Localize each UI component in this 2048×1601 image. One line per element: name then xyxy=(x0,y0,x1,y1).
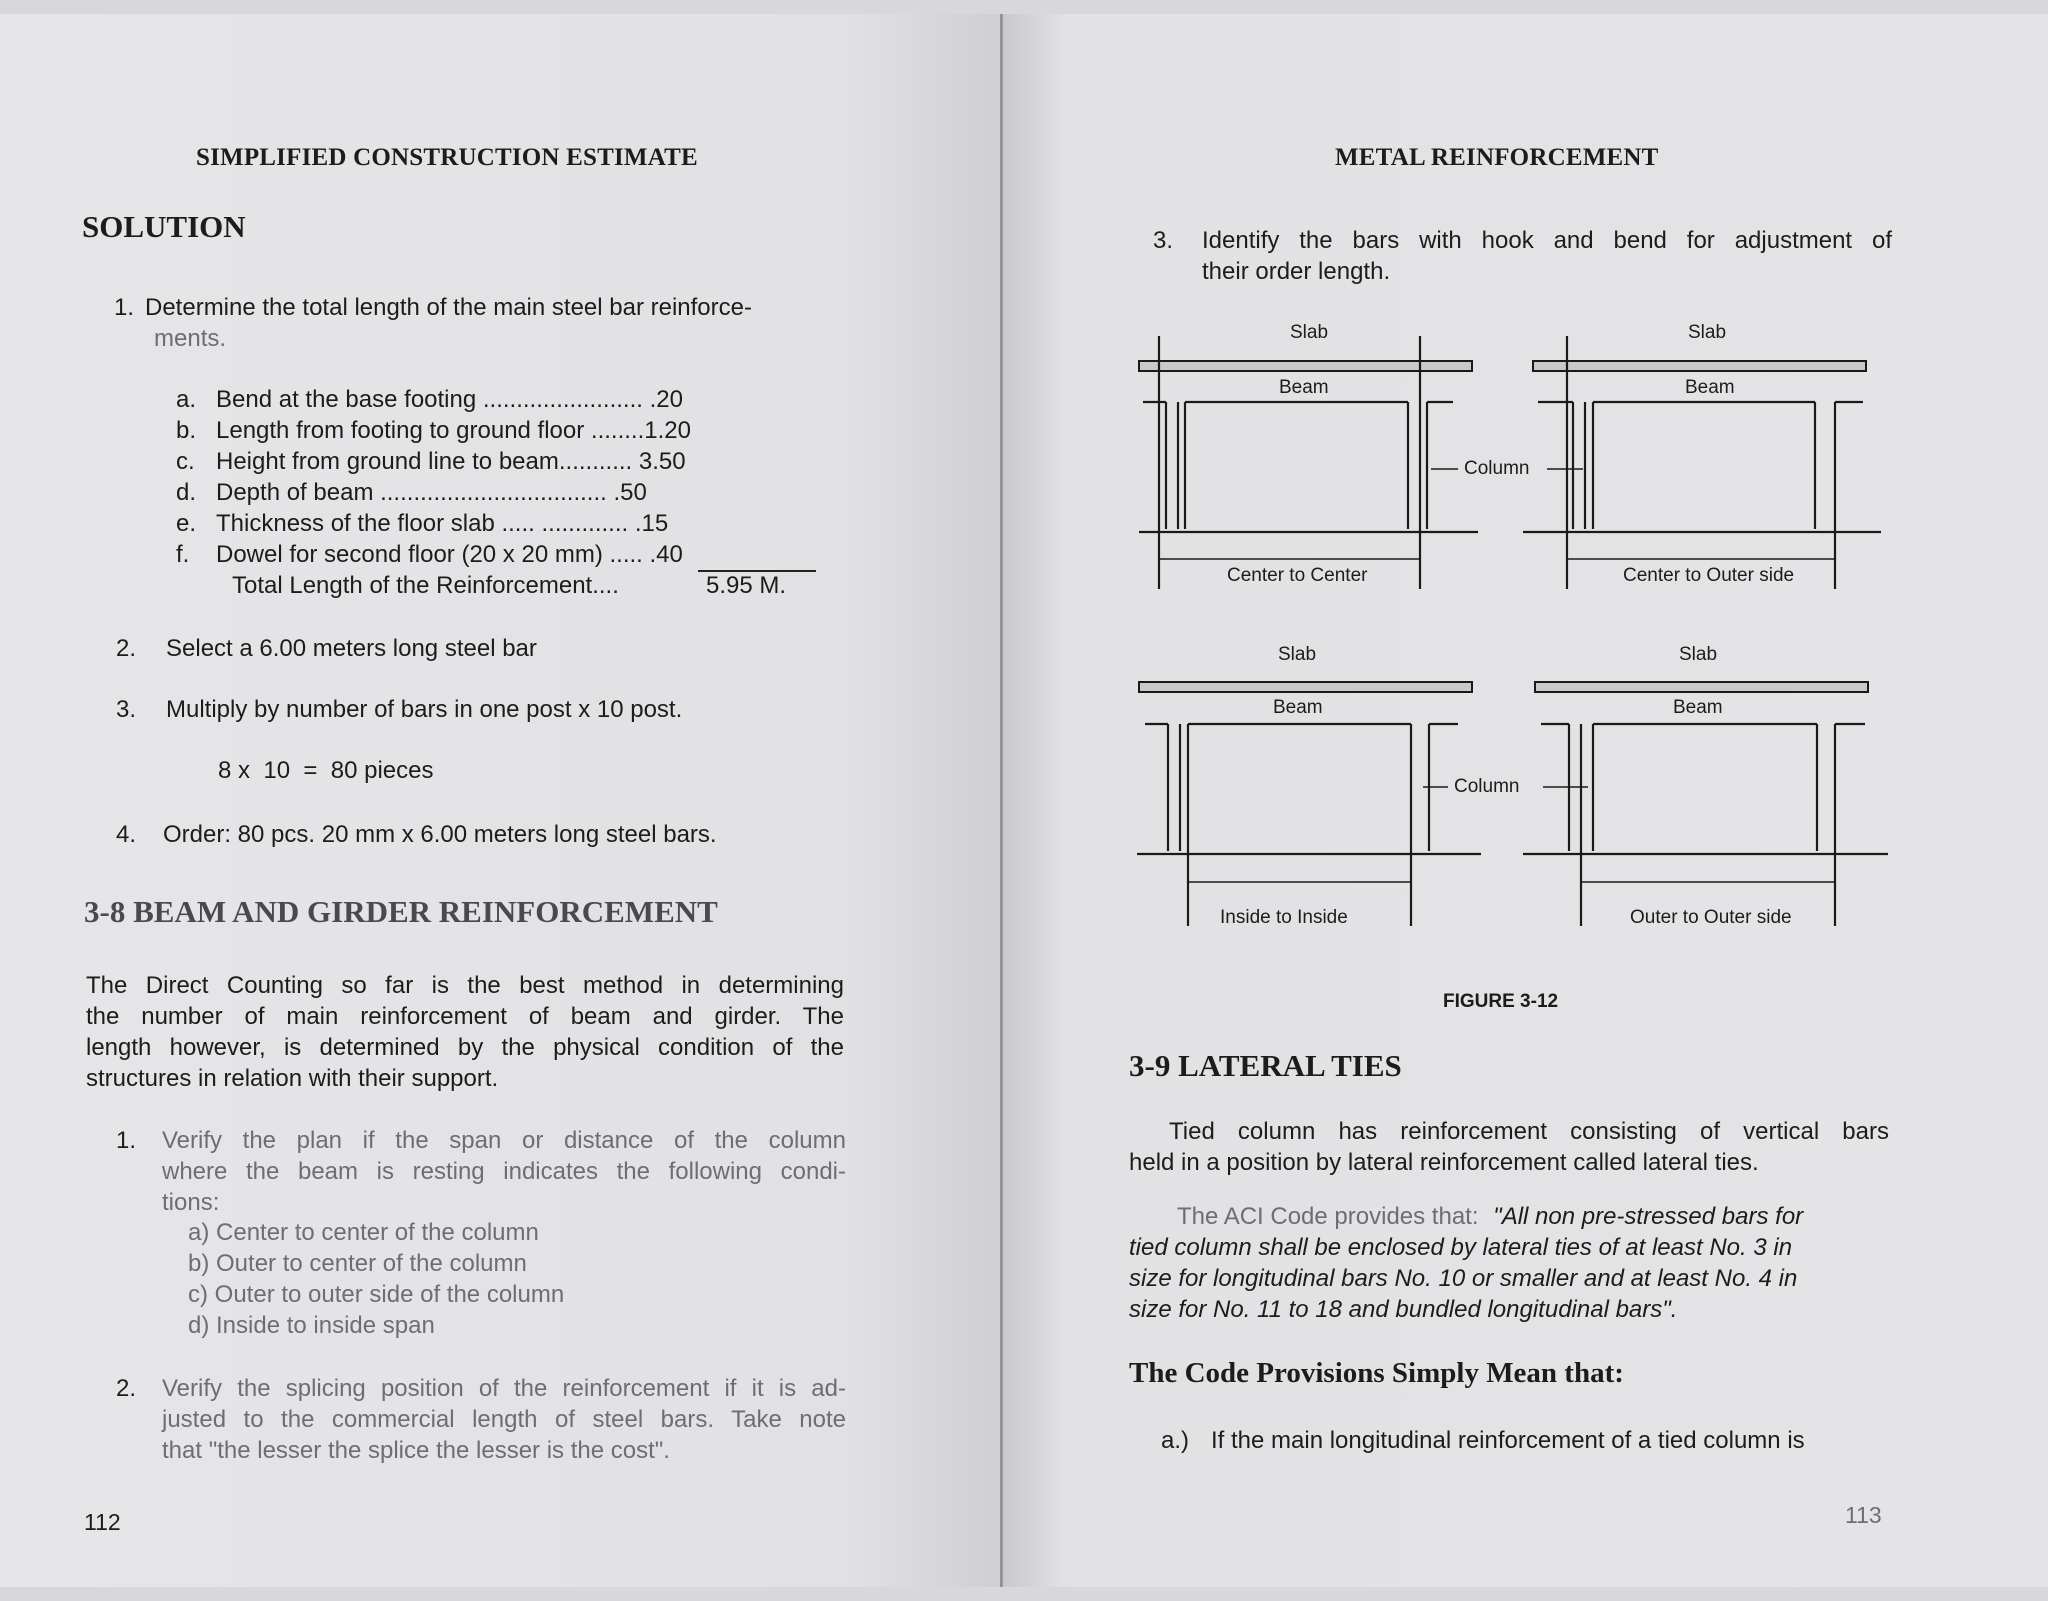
section-heading-3-9: 3-9 LATERAL TIES xyxy=(1129,1048,1402,1083)
item-letter: d. xyxy=(176,479,197,506)
item-letter: c. xyxy=(176,448,195,475)
para2-line-2: tied column shall be enclosed by lateral ties of at least No. 3 in xyxy=(1129,1234,1793,1261)
item-text: Height from ground line to beam........... 3.50 xyxy=(216,448,686,475)
section-heading-3-8: 3-8 BEAM AND GIRDER REINFORCEMENT xyxy=(84,894,718,929)
item-text: Length from footing to ground floor ........1.20 xyxy=(216,417,691,444)
slab-label: Slab xyxy=(1290,322,1329,343)
column-label: Column xyxy=(1464,458,1530,479)
step-4-text: Order: 80 pcs. 20 mm x 6.00 meters long steel bars. xyxy=(163,821,717,848)
beam-label: Beam xyxy=(1273,697,1323,718)
diagram-center-to-outer-side xyxy=(1523,336,1881,589)
step-1-text: Determine the total length of the main steel bar reinforce- xyxy=(145,294,752,321)
verify-1-number: 1. xyxy=(116,1127,137,1154)
item-text: Depth of beam .................................. .50 xyxy=(216,479,647,506)
figure-caption: FIGURE 3-12 xyxy=(1443,991,1559,1012)
para1-line-2: held in a position by lateral reinforcement called lateral ties. xyxy=(1129,1149,1759,1176)
para-line-4: structures in relation with their support. xyxy=(86,1065,499,1092)
step-3-number: 3. xyxy=(116,696,137,723)
running-head-right: METAL REINFORCEMENT xyxy=(1335,144,1659,171)
para2-intro: The ACI Code provides that: xyxy=(1177,1203,1479,1230)
para-line-1: The Direct Counting so far is the best method in determining xyxy=(86,972,844,999)
para-line-3: length however, is determined by the physical condition of the xyxy=(86,1034,844,1061)
para-line-2: the number of main reinforcement of beam and girder. The xyxy=(86,1003,844,1030)
verify-2-line-1: Verify the splicing position of the reinforcement if it is ad- xyxy=(162,1375,846,1402)
beam-label: Beam xyxy=(1685,377,1735,398)
item-letter: f. xyxy=(176,541,190,568)
figure-svg xyxy=(1123,314,1923,939)
total-label: Total Length of the Reinforcement.... xyxy=(232,572,619,599)
total-value: 5.95 M. xyxy=(706,572,787,599)
option-d: d) Inside to inside span xyxy=(188,1312,435,1339)
beam-label: Beam xyxy=(1673,697,1723,718)
item-text: Dowel for second floor (20 x 20 mm) ..... .40 xyxy=(216,541,683,568)
running-head-left: SIMPLIFIED CONSTRUCTION ESTIMATE xyxy=(196,144,698,171)
item-e xyxy=(176,508,668,539)
item-a-text: If the main longitudinal reinforcement of a tied column is xyxy=(1211,1427,1805,1454)
item-f xyxy=(176,539,683,570)
para1-line-1: Tied column has reinforcement consisting of vertical bars xyxy=(1169,1118,1889,1145)
step-3-line-2: their order length. xyxy=(1202,258,1391,285)
para2-line-3: size for longitudinal bars No. 10 or smaller and at least No. 4 in xyxy=(1129,1265,1798,1292)
code-provisions-subheading: The Code Provisions Simply Mean that: xyxy=(1129,1357,1624,1389)
para2-quote-start: "All non pre-stressed bars for xyxy=(1493,1203,1804,1230)
verify-2-line-3: that "the lesser the splice the lesser is the cost". xyxy=(162,1437,670,1464)
item-d xyxy=(176,477,647,508)
figure-3-12-diagram xyxy=(1123,314,1923,939)
verify-1-line-1: Verify the plan if the span or distance of the column xyxy=(162,1127,846,1154)
option-b: b) Outer to center of the column xyxy=(188,1250,527,1277)
item-letter: e. xyxy=(176,510,197,537)
caption-center-to-center: Center to Center xyxy=(1227,565,1368,586)
verify-1-line-2: where the beam is resting indicates the following condi- xyxy=(162,1158,846,1185)
caption-center-to-outer-side: Center to Outer side xyxy=(1623,565,1795,586)
item-b xyxy=(176,415,691,446)
slab-label: Slab xyxy=(1278,644,1317,665)
caption-inside-to-inside: Inside to Inside xyxy=(1220,907,1348,928)
calculation: 8 x 10 = 80 pieces xyxy=(218,757,434,784)
para2-first-line xyxy=(1177,1201,1803,1232)
slab-label: Slab xyxy=(1688,322,1727,343)
page-number-left: 112 xyxy=(84,1509,121,1535)
left-page xyxy=(0,14,1000,1587)
item-text: Bend at the base footing ........................ .20 xyxy=(216,386,683,413)
option-c: c) Outer to outer side of the column xyxy=(188,1281,565,1308)
para2-line-4: size for No. 11 to 18 and bundled longitudinal bars". xyxy=(1129,1296,1678,1323)
step-3-line-1: Identify the bars with hook and bend for adjustment of xyxy=(1202,227,1892,254)
item-c xyxy=(176,446,686,477)
beam-label: Beam xyxy=(1279,377,1329,398)
step-4-number: 4. xyxy=(116,821,137,848)
step-2-text: Select a 6.00 meters long steel bar xyxy=(166,635,537,662)
item-letter: b. xyxy=(176,417,197,444)
item-text: Thickness of the floor slab ..... ............. .15 xyxy=(216,510,669,537)
slab-label: Slab xyxy=(1679,644,1718,665)
item-a xyxy=(176,384,683,415)
verify-2-number: 2. xyxy=(116,1375,137,1402)
caption-outer-to-outer-side: Outer to Outer side xyxy=(1630,907,1792,928)
column-label: Column xyxy=(1454,776,1520,797)
step-3-text: Multiply by number of bars in one post x 10 post. xyxy=(166,696,683,723)
item-a-right xyxy=(1161,1425,1805,1456)
verify-2-line-2: justed to the commercial length of steel bars. Take note xyxy=(162,1406,846,1433)
solution-heading: SOLUTION xyxy=(82,209,246,244)
step-1-text-cont: ments. xyxy=(154,325,227,352)
step-2-number: 2. xyxy=(116,635,137,662)
verify-1-line-3: tions: xyxy=(162,1189,220,1216)
step-3-number-right: 3. xyxy=(1153,227,1174,254)
item-a-letter: a.) xyxy=(1161,1427,1190,1454)
right-page xyxy=(1003,14,2048,1587)
step-1-number: 1. xyxy=(114,294,135,321)
item-letter: a. xyxy=(176,386,197,413)
diagram-center-to-center xyxy=(1139,336,1478,589)
option-a: a) Center to center of the column xyxy=(188,1219,539,1246)
page-number-right: 113 xyxy=(1845,1502,1882,1528)
